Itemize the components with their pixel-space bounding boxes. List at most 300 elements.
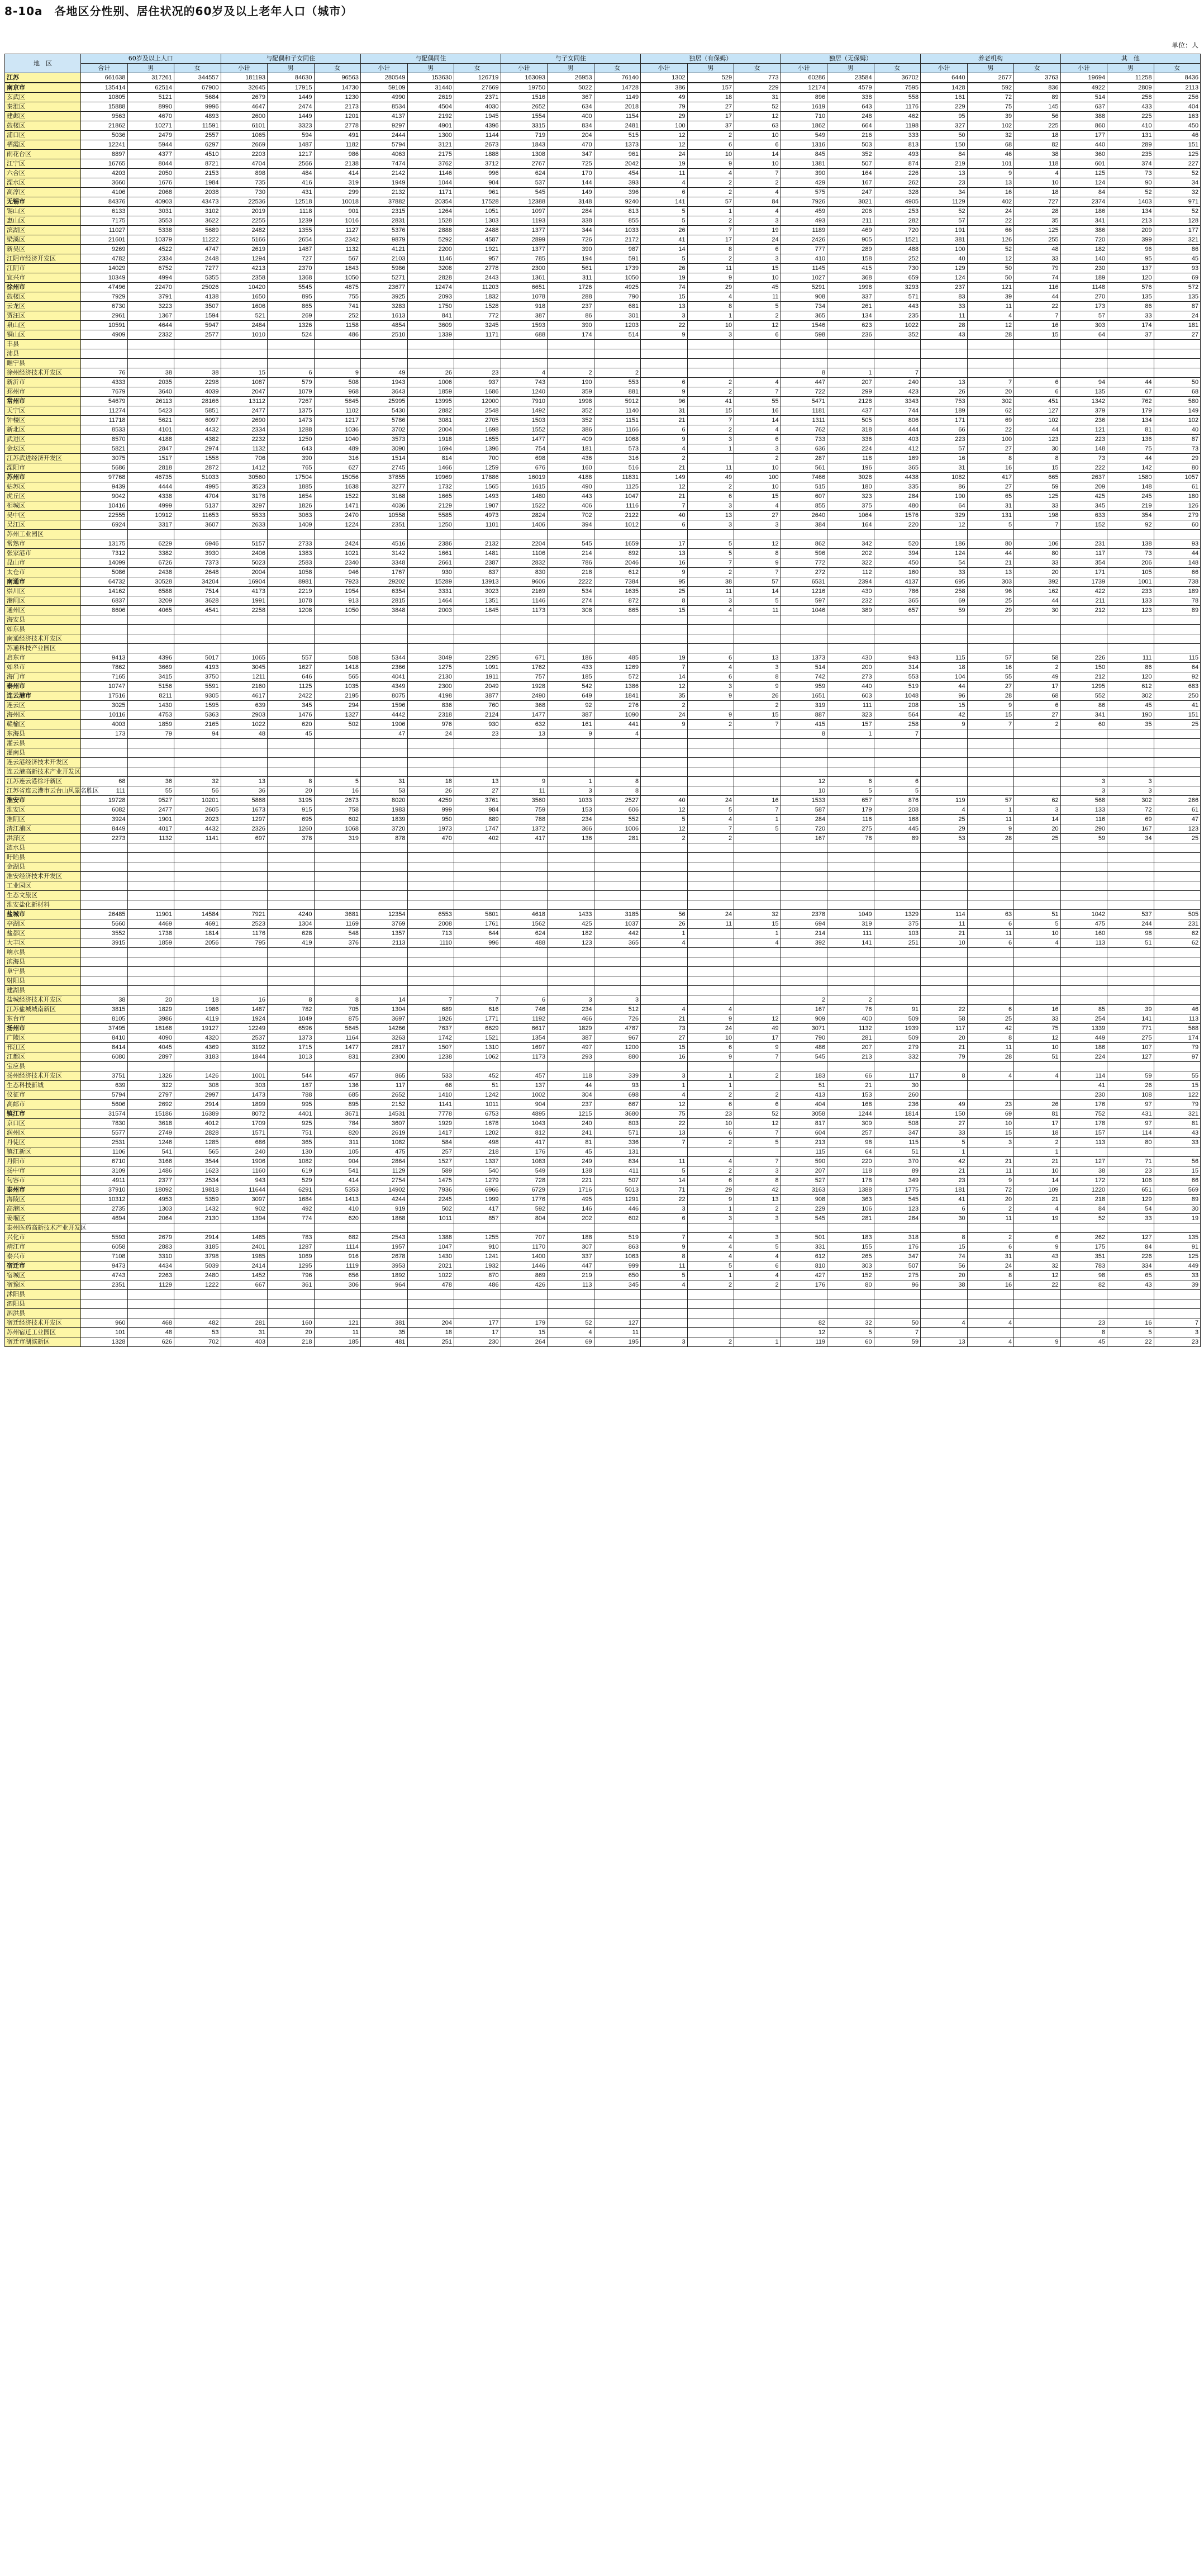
value-cell: 440	[827, 682, 874, 691]
value-cell: 4063	[361, 150, 408, 159]
value-cell	[81, 1299, 128, 1309]
value-cell	[874, 967, 921, 976]
value-cell: 113	[1154, 1014, 1201, 1024]
table-row	[5, 1052, 1201, 1062]
value-cell	[407, 1223, 454, 1233]
value-cell: 486	[781, 1043, 827, 1052]
value-cell	[407, 843, 454, 853]
table-row	[5, 159, 1201, 169]
value-cell: 10	[687, 150, 734, 159]
value-cell: 115	[921, 653, 968, 663]
value-cell: 1	[827, 729, 874, 739]
value-cell	[967, 967, 1014, 976]
value-cell: 390	[548, 321, 594, 330]
value-cell	[921, 853, 968, 862]
value-cell: 5801	[454, 910, 501, 919]
value-cell: 686	[221, 1138, 268, 1147]
value-cell: 2488	[454, 226, 501, 235]
value-cell: 1832	[454, 292, 501, 302]
value-cell: 544	[268, 1071, 315, 1081]
table-row	[5, 872, 1201, 881]
value-cell	[81, 530, 128, 539]
value-cell: 6651	[501, 283, 548, 292]
table-row	[5, 1214, 1201, 1223]
value-cell: 3	[734, 1166, 781, 1176]
value-cell: 753	[921, 397, 968, 406]
value-cell: 6	[734, 140, 781, 150]
value-cell	[1107, 862, 1154, 872]
value-cell: 2883	[127, 1242, 174, 1252]
value-cell: 42	[967, 1024, 1014, 1033]
value-cell: 4	[687, 1157, 734, 1166]
value-cell: 14584	[174, 910, 221, 919]
value-cell: 584	[407, 1138, 454, 1147]
value-cell: 8105	[81, 1014, 128, 1024]
value-cell: 507	[827, 159, 874, 169]
region-name: 崇川区	[5, 587, 81, 596]
value-cell: 19818	[174, 1185, 221, 1195]
value-cell: 29	[967, 606, 1014, 615]
value-cell: 6	[874, 777, 921, 786]
value-cell: 3618	[127, 1119, 174, 1128]
table-row	[5, 349, 1201, 359]
value-cell: 541	[127, 1147, 174, 1157]
value-cell	[874, 891, 921, 900]
value-cell: 235	[874, 311, 921, 321]
value-cell: 15	[641, 292, 688, 302]
value-cell: 23	[921, 178, 968, 188]
value-cell: 837	[454, 568, 501, 577]
value-cell: 158	[827, 254, 874, 264]
value-cell: 133	[1107, 596, 1154, 606]
value-cell: 7175	[81, 216, 128, 226]
value-cell	[1154, 530, 1201, 539]
value-cell	[641, 625, 688, 634]
table-row	[5, 321, 1201, 330]
value-cell	[827, 900, 874, 910]
value-cell: 2003	[407, 606, 454, 615]
value-cell: 447	[781, 378, 827, 387]
value-cell: 7595	[874, 83, 921, 93]
value-cell: 11	[314, 1328, 361, 1337]
region-name: 南通经济技术开发区	[5, 634, 81, 644]
table-row	[5, 1166, 1201, 1176]
value-cell: 2914	[174, 1100, 221, 1109]
value-cell: 8	[781, 729, 827, 739]
value-cell	[314, 862, 361, 872]
value-cell: 1285	[174, 1138, 221, 1147]
value-cell: 1533	[781, 796, 827, 805]
value-cell: 10	[734, 482, 781, 492]
value-cell: 1596	[361, 701, 408, 710]
value-cell	[221, 615, 268, 625]
sub-header: 男	[407, 64, 454, 73]
value-cell: 69	[967, 1109, 1014, 1119]
value-cell: 206	[1107, 558, 1154, 568]
value-cell: 3223	[127, 302, 174, 311]
value-cell: 17	[1014, 1119, 1061, 1128]
region-name: 盐都区	[5, 929, 81, 938]
value-cell	[314, 891, 361, 900]
value-cell: 6	[734, 1100, 781, 1109]
value-cell	[641, 1147, 688, 1157]
value-cell: 502	[407, 1204, 454, 1214]
value-cell: 1709	[221, 1119, 268, 1128]
value-cell: 2566	[268, 159, 315, 169]
value-cell: 602	[314, 815, 361, 824]
table-row	[5, 948, 1201, 957]
value-cell: 76	[827, 1005, 874, 1014]
value-cell: 643	[827, 102, 874, 112]
value-cell	[454, 872, 501, 881]
value-cell: 4377	[127, 150, 174, 159]
value-cell: 251	[874, 938, 921, 948]
value-cell: 5363	[174, 710, 221, 720]
value-cell: 24	[687, 1024, 734, 1033]
value-cell: 772	[454, 311, 501, 321]
value-cell: 323	[827, 492, 874, 501]
value-cell	[81, 872, 128, 881]
value-cell	[548, 767, 594, 777]
value-cell: 229	[734, 83, 781, 93]
value-cell: 273	[827, 672, 874, 682]
value-cell: 1487	[268, 245, 315, 254]
value-cell	[174, 644, 221, 653]
value-cell: 482	[174, 1318, 221, 1328]
value-cell	[1014, 530, 1061, 539]
value-cell: 214	[781, 929, 827, 938]
value-cell: 16	[641, 558, 688, 568]
value-cell: 79	[127, 729, 174, 739]
value-cell: 58	[1014, 653, 1061, 663]
value-cell: 2	[687, 216, 734, 226]
value-cell: 127	[1060, 1157, 1107, 1166]
value-cell: 5947	[174, 321, 221, 330]
value-cell: 4901	[407, 121, 454, 131]
value-cell: 1242	[454, 1090, 501, 1100]
value-cell: 327	[921, 121, 968, 131]
value-cell	[687, 767, 734, 777]
value-cell: 57	[921, 444, 968, 454]
value-cell: 6	[734, 245, 781, 254]
region-name: 生态文旅区	[5, 891, 81, 900]
value-cell: 1154	[594, 112, 641, 121]
value-cell: 375	[827, 501, 874, 511]
value-cell	[407, 767, 454, 777]
value-cell: 1102	[314, 406, 361, 416]
value-cell: 2042	[594, 159, 641, 169]
value-cell: 102	[1154, 416, 1201, 425]
value-cell: 3293	[874, 283, 921, 292]
region-name: 宿迁经济技术开发区	[5, 1318, 81, 1328]
value-cell: 2	[1014, 1138, 1061, 1147]
value-cell	[687, 748, 734, 758]
value-cell: 6	[687, 653, 734, 663]
value-cell: 4065	[127, 606, 174, 615]
region-name: 灌南县	[5, 748, 81, 758]
value-cell: 4041	[361, 672, 408, 682]
value-cell	[874, 748, 921, 758]
value-cell: 707	[501, 1233, 548, 1242]
value-cell: 59	[874, 1337, 921, 1347]
value-cell	[921, 862, 968, 872]
value-cell: 379	[1060, 406, 1107, 416]
value-cell: 91	[1154, 1242, 1201, 1252]
value-cell: 14902	[361, 1185, 408, 1195]
value-cell: 21	[827, 1081, 874, 1090]
value-cell: 27	[967, 682, 1014, 691]
value-cell: 2232	[221, 435, 268, 444]
value-cell: 3343	[874, 397, 921, 406]
value-cell	[1014, 843, 1061, 853]
value-cell: 457	[314, 1071, 361, 1081]
value-cell: 40	[641, 511, 688, 520]
value-cell: 1845	[454, 606, 501, 615]
value-cell: 1676	[127, 178, 174, 188]
value-cell: 7312	[81, 549, 128, 558]
value-cell	[594, 625, 641, 634]
value-cell: 5	[687, 539, 734, 549]
value-cell	[361, 862, 408, 872]
value-cell	[687, 634, 734, 644]
value-cell	[1014, 634, 1061, 644]
value-cell: 74	[641, 283, 688, 292]
table-row	[5, 986, 1201, 995]
value-cell: 857	[454, 1214, 501, 1223]
value-cell: 1176	[221, 929, 268, 938]
region-name: 盐城经济技术开发区	[5, 995, 81, 1005]
table-row	[5, 1128, 1201, 1138]
value-cell: 6	[1014, 1233, 1061, 1242]
region-name: 栖霞区	[5, 140, 81, 150]
value-cell: 7165	[81, 672, 128, 682]
sub-header: 小计	[361, 64, 408, 73]
value-cell: 925	[268, 1119, 315, 1128]
value-cell	[1154, 786, 1201, 796]
value-cell: 1554	[501, 112, 548, 121]
value-cell: 16	[921, 454, 968, 463]
table-row	[5, 796, 1201, 805]
value-cell: 167	[781, 834, 827, 843]
value-cell: 960	[81, 1318, 128, 1328]
table-row	[5, 862, 1201, 872]
value-cell	[501, 843, 548, 853]
value-cell: 612	[1107, 682, 1154, 691]
value-cell	[1107, 1062, 1154, 1071]
value-cell: 56	[641, 910, 688, 919]
value-cell: 2334	[221, 425, 268, 435]
value-cell	[967, 777, 1014, 786]
value-cell: 2705	[454, 416, 501, 425]
value-cell: 387	[501, 311, 548, 321]
value-cell: 742	[781, 672, 827, 682]
value-cell	[1154, 340, 1201, 349]
value-cell: 1929	[407, 1119, 454, 1128]
value-cell: 855	[781, 501, 827, 511]
value-cell: 1527	[407, 1157, 454, 1166]
value-cell: 3953	[361, 1261, 408, 1271]
value-cell: 2195	[314, 691, 361, 701]
value-cell: 869	[501, 1271, 548, 1280]
value-cell: 22	[1014, 1280, 1061, 1290]
value-cell: 10	[734, 159, 781, 169]
value-cell: 63	[967, 910, 1014, 919]
value-cell: 178	[827, 1176, 874, 1185]
value-cell: 486	[314, 330, 361, 340]
value-cell: 155	[827, 1242, 874, 1252]
value-cell	[827, 872, 874, 881]
table-row	[5, 416, 1201, 425]
value-cell: 33	[1107, 1214, 1154, 1223]
value-cell: 186	[548, 653, 594, 663]
value-cell: 1255	[454, 1233, 501, 1242]
page-title: 8-10a 各地区分性别、居住状况的60岁及以上老年人口（城市）	[4, 4, 353, 18]
value-cell: 3081	[407, 416, 454, 425]
value-cell: 7	[687, 558, 734, 568]
value-cell: 14	[734, 587, 781, 596]
value-cell: 5545	[268, 283, 315, 292]
value-cell: 10	[734, 463, 781, 473]
value-cell	[1060, 1290, 1107, 1299]
value-cell: 105	[314, 1147, 361, 1157]
value-cell	[874, 862, 921, 872]
value-cell: 11	[687, 264, 734, 273]
value-cell: 1146	[407, 254, 454, 264]
table-row	[5, 1204, 1201, 1214]
value-cell: 572	[1154, 283, 1201, 292]
region-name: 江苏武进经济开发区	[5, 454, 81, 463]
value-cell: 4432	[174, 425, 221, 435]
value-cell: 1678	[454, 1119, 501, 1128]
value-cell: 8072	[221, 1109, 268, 1119]
table-row	[5, 1043, 1201, 1052]
value-cell: 1328	[81, 1337, 128, 1347]
value-cell: 3	[734, 1214, 781, 1223]
value-cell: 10805	[81, 93, 128, 102]
value-cell	[221, 634, 268, 644]
value-cell	[221, 872, 268, 881]
region-name: 溧水区	[5, 178, 81, 188]
value-cell: 431	[1107, 1109, 1154, 1119]
value-cell: 1119	[314, 1261, 361, 1271]
value-cell: 84	[1060, 188, 1107, 197]
value-cell: 878	[361, 834, 408, 843]
value-cell: 7936	[407, 1185, 454, 1195]
value-cell: 60286	[781, 73, 827, 83]
value-cell: 1294	[221, 254, 268, 264]
value-cell	[1060, 853, 1107, 862]
value-cell: 6	[641, 1214, 688, 1223]
value-cell: 189	[1154, 587, 1201, 596]
value-cell: 1010	[221, 330, 268, 340]
value-cell: 10	[1014, 1166, 1061, 1176]
value-cell: 14730	[314, 83, 361, 93]
value-cell	[734, 976, 781, 986]
value-cell: 902	[221, 1204, 268, 1214]
value-cell: 719	[501, 131, 548, 140]
value-cell: 1595	[174, 701, 221, 710]
value-cell	[967, 900, 1014, 910]
value-cell	[1107, 359, 1154, 368]
value-cell: 773	[734, 73, 781, 83]
value-cell	[594, 853, 641, 862]
value-cell	[874, 843, 921, 853]
value-cell	[921, 729, 968, 739]
value-cell: 24	[967, 1261, 1014, 1271]
value-cell: 5	[641, 1271, 688, 1280]
table-row	[5, 663, 1201, 672]
value-cell: 12	[734, 1119, 781, 1128]
value-cell: 14	[641, 672, 688, 682]
value-cell: 342	[827, 539, 874, 549]
value-cell: 13	[641, 1128, 688, 1138]
value-cell: 134	[1107, 416, 1154, 425]
value-cell	[268, 957, 315, 967]
value-cell: 1487	[268, 140, 315, 150]
value-cell: 11274	[81, 406, 128, 416]
value-cell: 8534	[361, 102, 408, 112]
value-cell	[827, 1223, 874, 1233]
region-name: 高淳区	[5, 188, 81, 197]
value-cell: 454	[594, 169, 641, 178]
value-cell	[1154, 368, 1201, 378]
value-cell: 6946	[174, 539, 221, 549]
value-cell: 7	[641, 1233, 688, 1242]
value-cell: 177	[1060, 131, 1107, 140]
value-cell: 393	[594, 178, 641, 188]
value-cell: 5471	[781, 397, 827, 406]
value-cell: 12000	[454, 397, 501, 406]
value-cell: 7	[967, 378, 1014, 387]
value-cell: 23	[687, 1109, 734, 1119]
value-cell: 410	[314, 1204, 361, 1214]
value-cell: 57	[687, 197, 734, 207]
table-row	[5, 1337, 1201, 1347]
value-cell	[874, 359, 921, 368]
value-cell	[687, 862, 734, 872]
value-cell: 651	[1107, 1185, 1154, 1195]
value-cell	[641, 862, 688, 872]
region-name: 泰州市	[5, 1185, 81, 1195]
value-cell: 133	[1060, 805, 1107, 815]
value-cell: 519	[594, 1233, 641, 1242]
value-cell: 50	[1154, 378, 1201, 387]
region-name: 兴化市	[5, 1233, 81, 1242]
value-cell: 160	[874, 568, 921, 577]
value-cell: 2370	[268, 264, 315, 273]
value-cell: 4747	[174, 245, 221, 254]
value-cell: 164	[827, 520, 874, 530]
value-cell	[501, 853, 548, 862]
value-cell: 592	[967, 83, 1014, 93]
value-cell: 1011	[454, 1100, 501, 1109]
value-cell: 1304	[268, 919, 315, 929]
value-cell: 3	[687, 435, 734, 444]
value-cell: 109	[1014, 1185, 1061, 1195]
value-cell	[174, 349, 221, 359]
value-cell: 5036	[81, 131, 128, 140]
value-cell: 433	[1107, 102, 1154, 112]
value-cell	[501, 967, 548, 976]
value-cell	[641, 634, 688, 644]
value-cell: 1	[827, 368, 874, 378]
table-row	[5, 378, 1201, 387]
value-cell: 1	[548, 777, 594, 786]
value-cell: 18	[1014, 1128, 1061, 1138]
region-name: 徐州经济技术开发区	[5, 368, 81, 378]
value-cell: 8	[967, 1271, 1014, 1280]
value-cell	[501, 625, 548, 634]
